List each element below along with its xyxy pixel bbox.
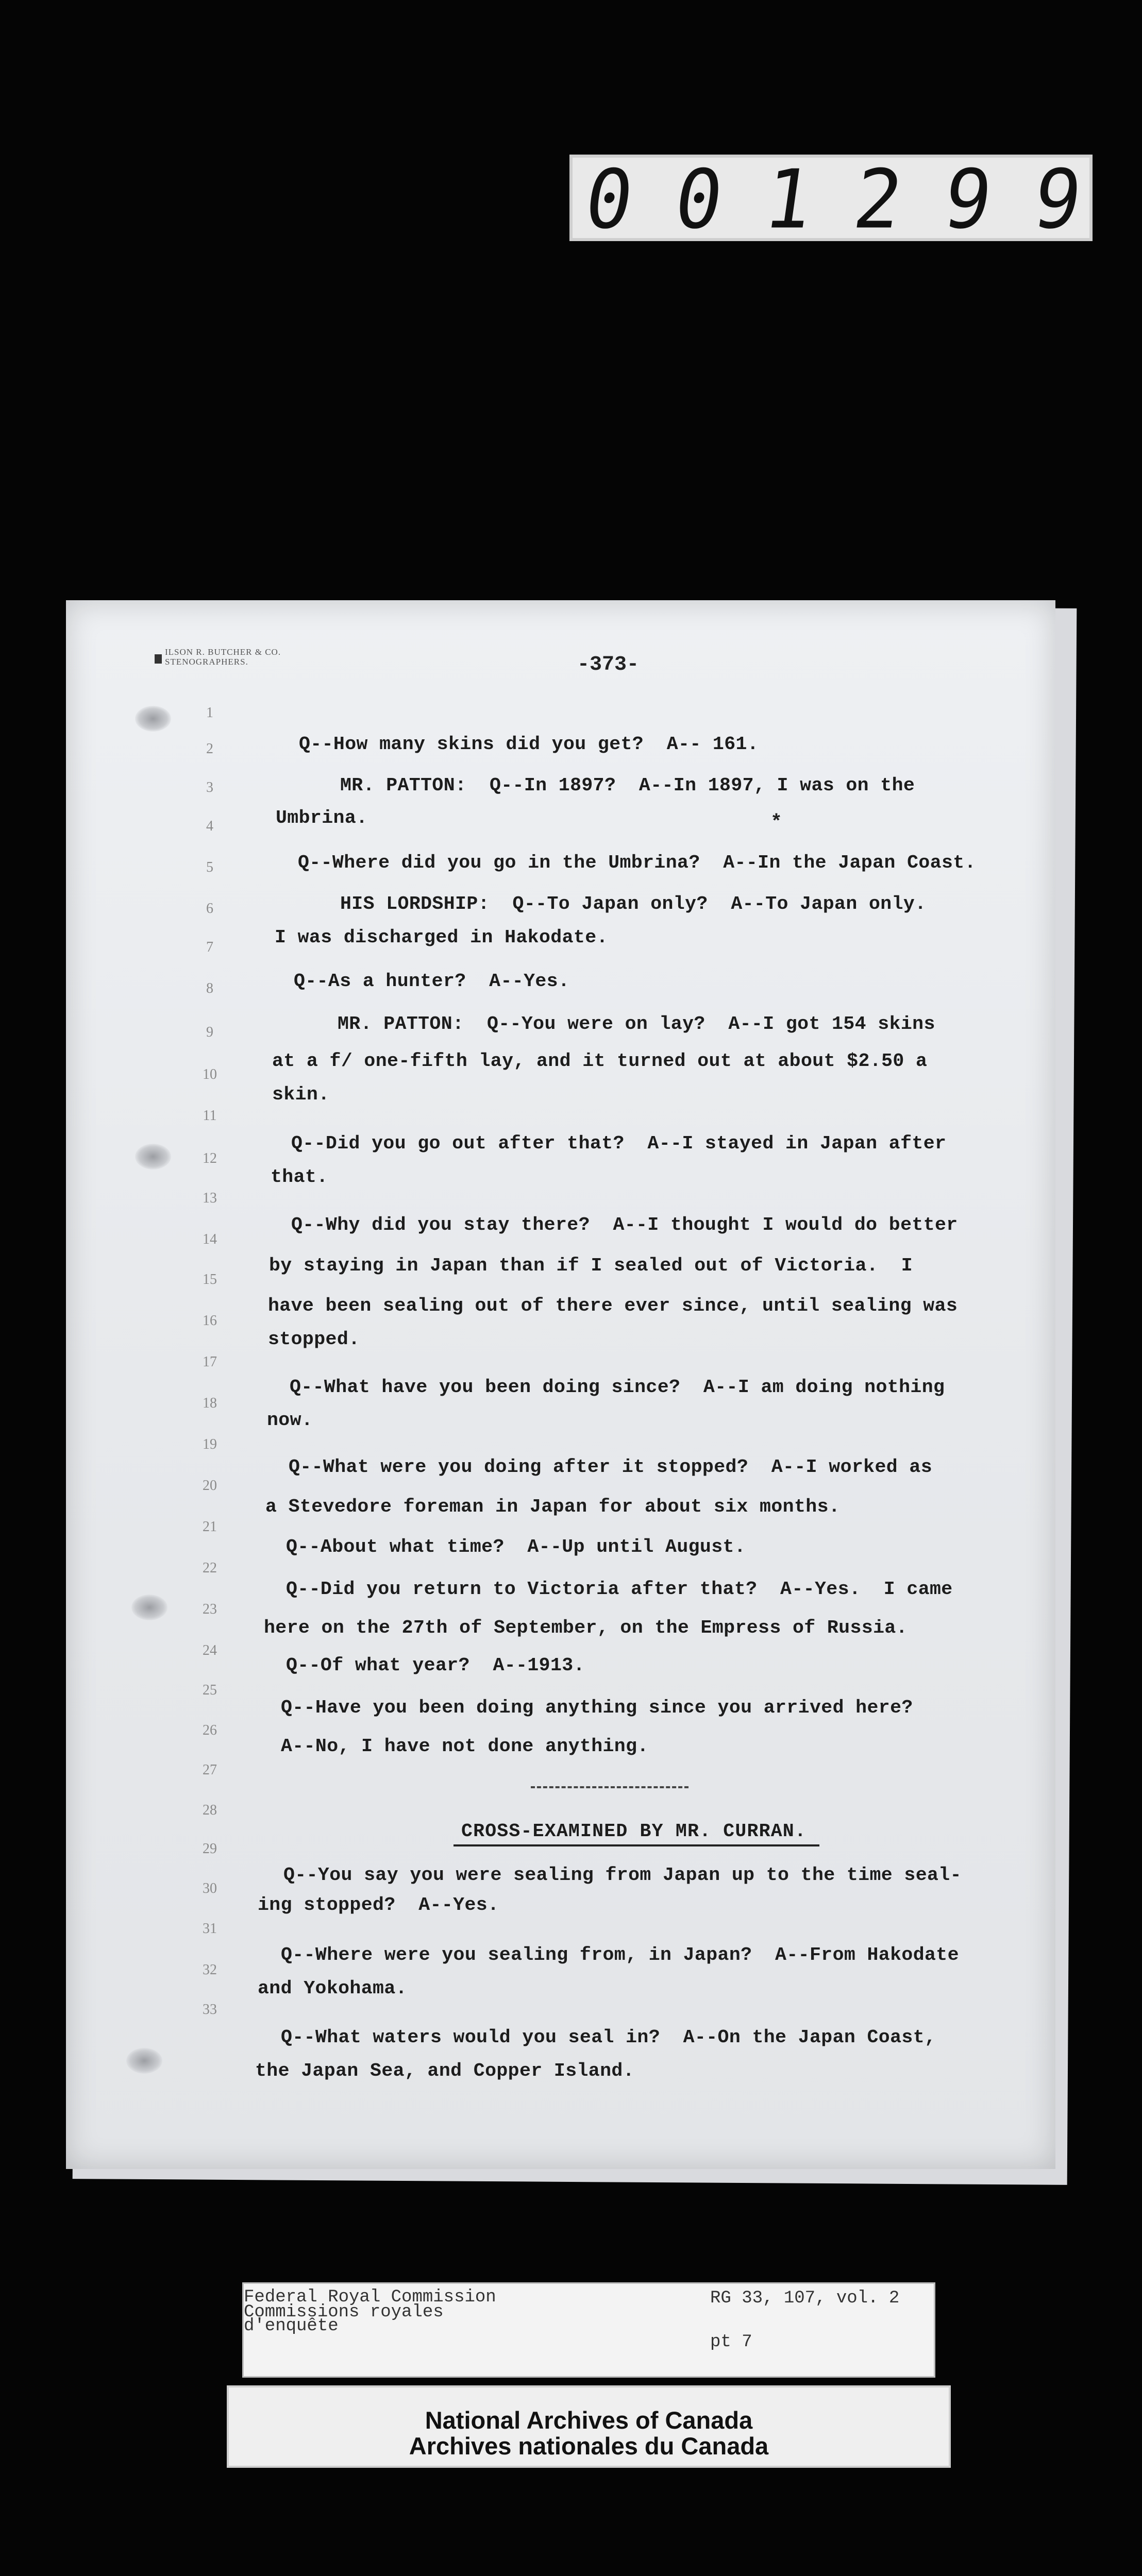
transcript-line: Q--Of what year? A--1913.	[286, 1655, 585, 1676]
line-number: 26	[203, 1722, 217, 1738]
line-number: 7	[206, 939, 213, 955]
stenographer-stamp	[165, 647, 281, 667]
line-number: 5	[206, 859, 213, 875]
line-number: 20	[203, 1478, 217, 1494]
archive-name-french: Archives nationales du Canada	[409, 2432, 769, 2460]
line-number: 9	[206, 1024, 213, 1040]
transcript-line: Q--What waters would you seal in? A--On the Japan Coast,	[281, 2027, 936, 2048]
transcript-line: MR. PATTON: Q--In 1897? A--In 1897, I was on the	[340, 775, 915, 796]
transcript-line: that.	[271, 1166, 328, 1188]
label-part: pt 7	[710, 2332, 752, 2352]
asterisk-mark: *	[770, 811, 782, 834]
transcript-line: by staying in Japan than if I sealed out of Victoria. I	[269, 1255, 913, 1276]
archive-name-english: National Archives of Canada	[425, 2406, 753, 2434]
transcript-line: Umbrina.	[276, 807, 368, 828]
line-number: 30	[203, 1880, 217, 1896]
line-number: 11	[203, 1108, 217, 1124]
transcript-line: skin.	[272, 1084, 330, 1105]
transcript-line: stopped.	[268, 1329, 360, 1350]
line-number: 19	[203, 1436, 217, 1452]
transcript-line: now.	[267, 1410, 313, 1431]
line-number: 21	[203, 1519, 217, 1535]
line-number: 12	[203, 1150, 217, 1166]
transcript-line: Q--About what time? A--Up until August.	[286, 1536, 746, 1557]
frame-digit: 0	[579, 152, 637, 247]
line-number: 31	[203, 1921, 217, 1937]
punch-hole	[135, 706, 171, 732]
transcript-line: here on the 27th of September, on the Empress of Russia.	[264, 1617, 908, 1638]
transcript-line: Q--Did you go out after that? A--I stayed in Japan after	[291, 1133, 947, 1154]
punch-hole	[135, 1144, 171, 1170]
frame-digit: 1	[759, 152, 816, 247]
punch-hole	[131, 1595, 167, 1620]
transcript-line: at a f/ one-fifth lay, and it turned out at about $2.50 a	[272, 1050, 928, 1072]
line-number: 18	[203, 1395, 217, 1411]
label-reference: RG 33, 107, vol. 2	[710, 2289, 900, 2308]
transcript-line: A--No, I have not done anything.	[281, 1736, 649, 1757]
transcript-line: Q--Did you return to Victoria after that? A--Yes. I came	[286, 1579, 953, 1600]
transcript-line: Q--As a hunter? A--Yes.	[294, 971, 570, 992]
heading-underline	[454, 1844, 819, 1846]
label-line: Commissions royales	[244, 2302, 444, 2322]
transcript-line: Q--How many skins did you get? A-- 161.	[299, 734, 759, 755]
frame-digit: 9	[1028, 152, 1085, 247]
transcript-line: ing stopped? A--Yes.	[258, 1894, 499, 1916]
line-number: 14	[203, 1231, 217, 1247]
line-number: 28	[203, 1802, 217, 1818]
line-number: 24	[203, 1642, 217, 1658]
line-number: 8	[206, 980, 213, 996]
transcript-line: Q--Have you been doing anything since you arrived here?	[281, 1697, 913, 1718]
frame-digit: 0	[669, 152, 727, 247]
line-number: 4	[206, 818, 213, 834]
transcript-line: Q--Why did you stay there? A--I thought I would do better	[291, 1214, 958, 1235]
transcript-line: MR. PATTON: Q--You were on lay? A--I got 154 skins	[338, 1013, 935, 1035]
label-line: Federal Royal Commission	[244, 2287, 496, 2307]
line-number: 13	[203, 1190, 217, 1206]
line-number: 25	[203, 1682, 217, 1698]
transcript-line: Q--What were you doing after it stopped? A--I worked as	[289, 1456, 932, 1478]
line-number: 2	[206, 741, 213, 757]
archive-name-label	[227, 2385, 951, 2468]
frame-digit: 2	[848, 152, 906, 247]
section-divider	[531, 1786, 688, 1788]
line-number: 15	[203, 1272, 217, 1287]
line-number: 17	[203, 1354, 217, 1370]
line-number: 32	[203, 1962, 217, 1978]
section-heading: CROSS-EXAMINED BY MR. CURRAN.	[461, 1821, 807, 1842]
stamp-line: ILSON R. BUTCHER & CO.	[165, 647, 281, 657]
transcript-line: I was discharged in Hakodate.	[275, 927, 608, 948]
frame-number	[577, 152, 1087, 247]
line-number: 3	[206, 779, 213, 795]
transcript-line: and Yokohama.	[258, 1978, 407, 1999]
transcript-line: the Japan Sea, and Copper Island.	[255, 2060, 635, 2081]
transcript-line: Q--What have you been doing since? A--I am doing nothing	[290, 1377, 945, 1398]
label-line: d'enquête	[244, 2316, 339, 2336]
transcript-line: have been sealing out of there ever since, until sealing was	[268, 1295, 958, 1316]
line-number: 10	[203, 1066, 217, 1082]
transcript-line: a Stevedore foreman in Japan for about six months.	[265, 1496, 841, 1517]
archive-reference-label	[242, 2282, 935, 2378]
line-number: 27	[203, 1762, 217, 1778]
frame-digit: 9	[938, 152, 996, 247]
stamp-mark	[155, 654, 162, 664]
transcript-line: HIS LORDSHIP: Q--To Japan only? A--To Japan only.	[340, 893, 927, 914]
line-number: 29	[203, 1841, 217, 1857]
punch-hole	[126, 2048, 162, 2074]
line-number: 1	[206, 705, 213, 721]
transcript-line: Q--Where did you go in the Umbrina? A--In the Japan Coast.	[298, 852, 976, 873]
line-number: 16	[203, 1313, 217, 1329]
line-number: 33	[203, 2002, 217, 2018]
line-number: 22	[203, 1560, 217, 1576]
transcript-line: Q--Where were you sealing from, in Japan? A--From Hakodate	[281, 1944, 959, 1965]
stamp-line: STENOGRAPHERS.	[165, 657, 248, 667]
transcript-line: Q--You say you were sealing from Japan up to the time seal-	[283, 1865, 962, 1886]
line-number: 6	[206, 901, 213, 917]
page-number: -373-	[577, 653, 640, 676]
line-number: 23	[203, 1601, 217, 1617]
